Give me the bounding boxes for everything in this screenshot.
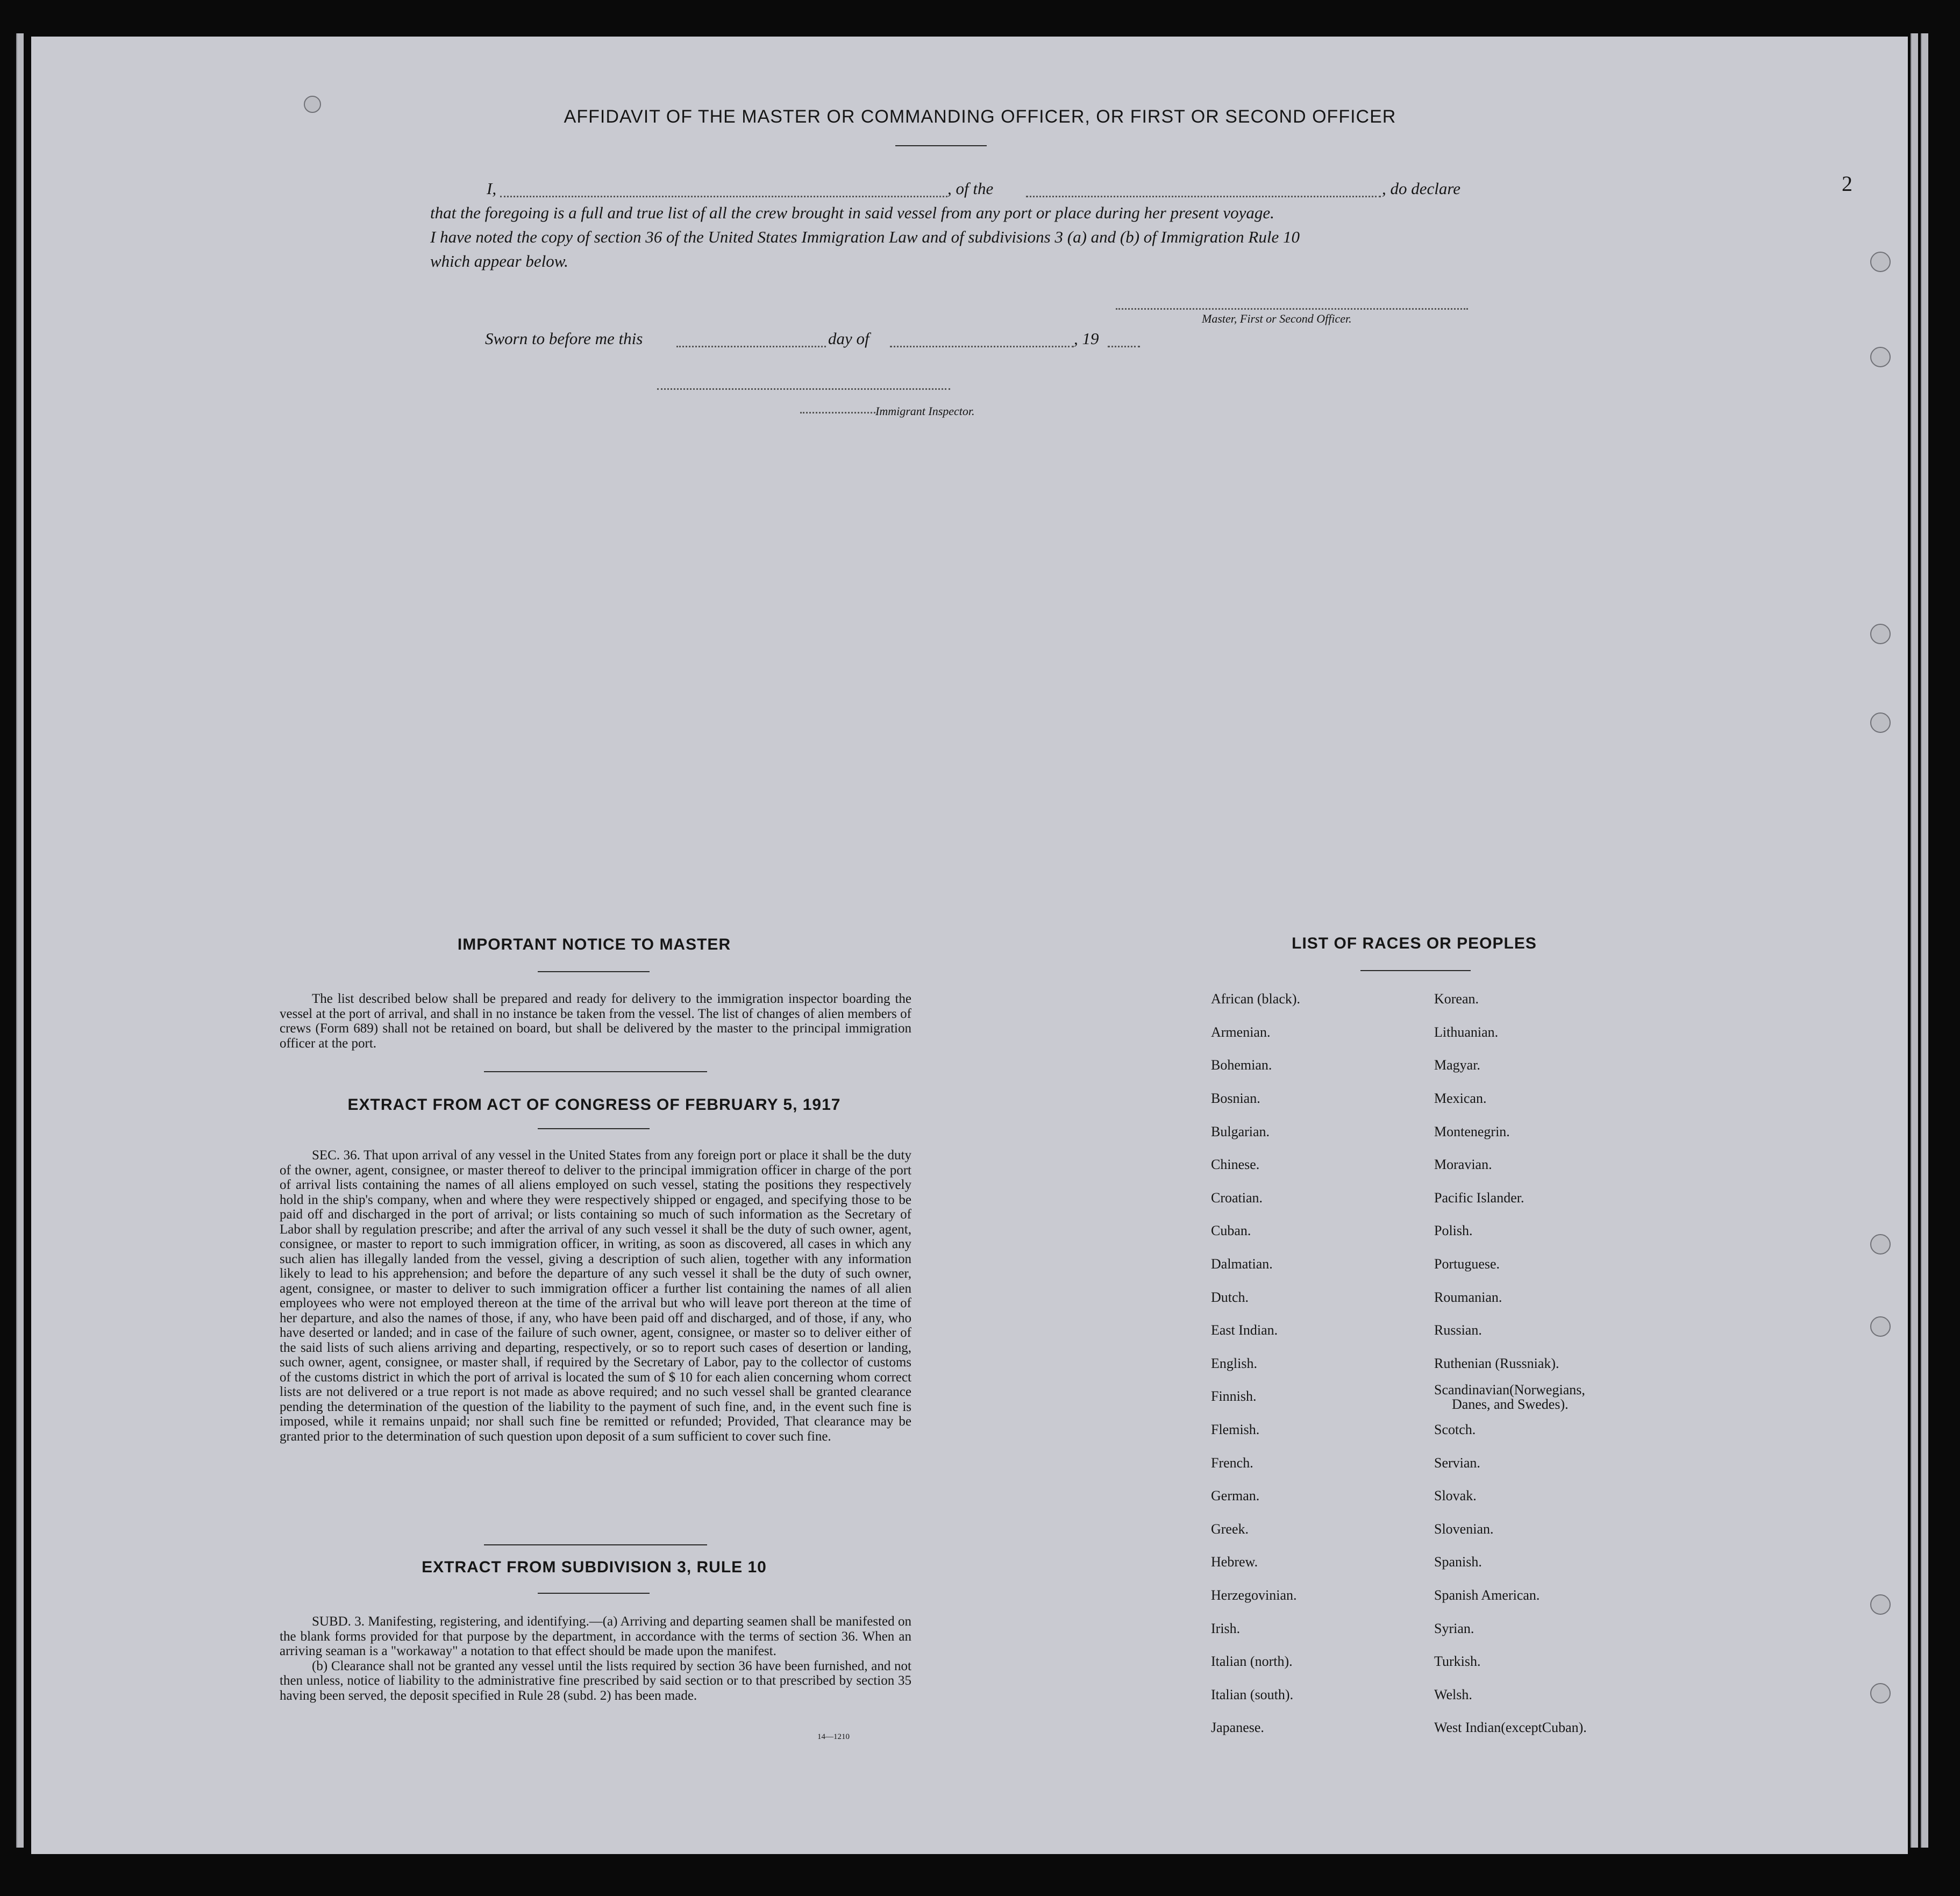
- binder-hole: [1870, 252, 1891, 272]
- notice-paragraph: The list described below shall be prepared and ready for delivery to the immigration inspector boarding the vessel at the port of arrival, and shall in no instance be taken from the vessel. The list of changes of alien members of crews (Form 689) shall not be retained on board, but shall be delivered by the master to the principal immigration officer at the port.: [280, 992, 911, 1051]
- race-col1-item: African (black).: [1211, 991, 1301, 1007]
- race-col2-item: Syrian.: [1434, 1621, 1474, 1636]
- rule-title-rule: [538, 1593, 650, 1594]
- race-col2-item: Scandinavian(Norwegians,: [1434, 1382, 1585, 1398]
- race-col1-item: German.: [1211, 1488, 1260, 1503]
- race-col1-item: Dalmatian.: [1211, 1256, 1273, 1272]
- inspector-prefix-line: [800, 412, 875, 414]
- race-col1-item: Bosnian.: [1211, 1090, 1260, 1106]
- race-col2-item: Korean.: [1434, 991, 1479, 1007]
- race-col2-item-continued: Danes, and Swedes).: [1452, 1396, 1569, 1412]
- act-text: [280, 1148, 911, 1444]
- sworn-label: Sworn to before me this: [485, 329, 643, 348]
- race-col1-item: Japanese.: [1211, 1720, 1264, 1735]
- race-col1-item: Flemish.: [1211, 1422, 1260, 1437]
- affidavit-line-2: that the foregoing is a full and true list of all the crew brought in said vessel from any port or place during her present voyage.: [430, 203, 1274, 222]
- binder-hole: [1870, 1316, 1891, 1337]
- race-col2-item: Russian.: [1434, 1322, 1482, 1338]
- race-col1-item: Chinese.: [1211, 1157, 1260, 1172]
- race-col1-item: Italian (south).: [1211, 1687, 1294, 1702]
- race-col2-item: Welsh.: [1434, 1687, 1472, 1702]
- affidavit-i-label: I,: [487, 179, 497, 198]
- rule-paragraph-b: (b) Clearance shall not be granted any vessel until the lists required by section 36 have been furnished, and not then unless, notice of liability to the administrative fine prescribed by said section or to that prescribed by section 35 having been served, the deposit specified in Rule 28 (subd. 2) has been made.: [280, 1658, 911, 1703]
- title-rule: [895, 145, 987, 146]
- notice-title-rule: [538, 971, 650, 972]
- page-edge-left: [16, 33, 24, 1848]
- rule-paragraph-a: SUBD. 3. Manifesting, registering, and identifying.—(a) Arriving and departing seamen shall be manifested on the blank forms provided for that purpose by the department, in accordance with the terms of section 36. When an arriving seaman is a "workaway" a notation to that effect should be made upon the manifest.: [280, 1614, 911, 1658]
- affidavit-declare-label: , do declare: [1382, 179, 1461, 198]
- race-col1-item: Irish.: [1211, 1621, 1241, 1636]
- master-signature-line: [1116, 308, 1468, 310]
- race-col1-item: Hebrew.: [1211, 1554, 1258, 1570]
- notice-title: IMPORTANT NOTICE TO MASTER: [457, 936, 731, 953]
- notice-divider: [484, 1071, 707, 1072]
- act-paragraph: SEC. 36. That upon arrival of any vessel in the United States from any foreign port or place it shall be the duty of the owner, agent, consignee, or master thereof to deliver to the principal immigration officer in charge of the port of arrival lists containing the names of all aliens employed on such vessel, stating the positions they respectively hold in the ship's company, when and where they were respectively shipped or engaged, and specifying those to be paid off and discharged in the port of arrival; or lists containing so much of such information as the Secretary of Labor shall by regulation prescribe; and after the arrival of any such vessel it shall be the duty of such owner, agent, consignee, or master to report to such immigration officer, in writing, as soon as discovered, all cases in which any such alien has illegally landed from the vessel, giving a description of such alien, together with any information likely to lead to his apprehension; and before the departure of any such vessel it shall be the duty of such owner, agent, consignee, or master to deliver to such immigration officer a further list containing the names of all alien employees who were not employed thereon at the time of the arrival but who will leave port thereon at the time of her departure, and also the names of those, if any, who have been paid off and discharged, and of those, if any, who have deserted or landed; and in case of the failure of such owner, agent, consignee, or master so to deliver either of the said lists of such aliens arriving and departing, respectively, or so to report such cases of desertion or landing, such owner, agent, consignee, or master shall, if required by the Secretary of Labor, pay to the collector of customs of the customs district in which the port of arrival is located the sum of $ 10 for each alien concerning whom correct lists are not delivered or a true report is not made as above required; and no such vessel shall be granted clearance pending the determination of the question of the liability to the payment of such fine, and, in the event such fine is imposed, while it remains unpaid; nor shall such fine be remitted or refunded; Provided, That clearance may be granted prior to the determination of such question upon deposit of a sum sufficient to cover such fine.: [280, 1148, 911, 1444]
- race-col2-item: Spanish.: [1434, 1554, 1482, 1570]
- race-col1-item: Armenian.: [1211, 1024, 1271, 1040]
- race-col1-item: Finnish.: [1211, 1388, 1257, 1404]
- race-col2-item: Ruthenian (Russniak).: [1434, 1356, 1559, 1371]
- race-col2-item: Mexican.: [1434, 1090, 1487, 1106]
- inspector-caption: Immigrant Inspector.: [875, 404, 975, 418]
- race-col2-item: Slovenian.: [1434, 1521, 1494, 1537]
- race-col2-item: Montenegrin.: [1434, 1124, 1510, 1139]
- notice-text: [280, 992, 911, 1051]
- race-col1-item: Herzegovinian.: [1211, 1587, 1297, 1603]
- race-col1-item: East Indian.: [1211, 1322, 1278, 1338]
- sworn-month-blank: [890, 346, 1074, 347]
- sworn-year-blank: [1108, 346, 1140, 347]
- race-col1-item: Dutch.: [1211, 1289, 1249, 1305]
- act-divider: [484, 1544, 707, 1545]
- race-col1-item: Cuban.: [1211, 1223, 1251, 1238]
- page-edge-right: [1911, 33, 1918, 1848]
- binder-hole: [1870, 1234, 1891, 1255]
- master-signature-caption: Master, First or Second Officer.: [1202, 312, 1352, 325]
- race-col2-item: Pacific Islander.: [1434, 1190, 1524, 1206]
- race-col1-item: Greek.: [1211, 1521, 1249, 1537]
- races-title-rule: [1360, 970, 1471, 971]
- act-title: EXTRACT FROM ACT OF CONGRESS OF FEBRUARY 5, 1917: [347, 1096, 841, 1114]
- name-blank: [500, 196, 947, 197]
- binder-hole: [1870, 712, 1891, 733]
- form-number: 14—1210: [817, 1733, 850, 1741]
- day-of-label: day of: [828, 329, 869, 348]
- race-col2-item: Lithuanian.: [1434, 1024, 1499, 1040]
- page-edge-right-2: [1921, 33, 1928, 1848]
- race-col1-item: English.: [1211, 1356, 1257, 1371]
- binder-hole: [1870, 1683, 1891, 1703]
- race-col2-item: Servian.: [1434, 1455, 1480, 1471]
- race-col1-item: Italian (north).: [1211, 1653, 1293, 1669]
- race-col2-item: Scotch.: [1434, 1422, 1476, 1437]
- act-title-rule: [538, 1128, 650, 1129]
- rule-text: [280, 1614, 911, 1703]
- sworn-day-blank: [676, 346, 826, 347]
- race-col2-item: Portuguese.: [1434, 1256, 1500, 1272]
- year-label: , 19: [1074, 329, 1099, 348]
- race-col2-item: Spanish American.: [1434, 1587, 1540, 1603]
- race-col1-item: Bulgarian.: [1211, 1124, 1270, 1139]
- binder-hole: [1870, 624, 1891, 644]
- affidavit-line-3: I have noted the copy of section 36 of the United States Immigration Law and of subdivisions 3 (a) and (b) of Immigration Rule 10: [430, 227, 1300, 246]
- vessel-blank: [1026, 196, 1381, 197]
- affidavit-line-4: which appear below.: [430, 252, 568, 270]
- races-title: LIST OF RACES OR PEOPLES: [1292, 935, 1537, 952]
- race-col2-item: Polish.: [1434, 1223, 1473, 1238]
- race-col1-item: Bohemian.: [1211, 1057, 1272, 1073]
- rule-title: EXTRACT FROM SUBDIVISION 3, RULE 10: [422, 1558, 767, 1576]
- race-col2-item: West Indian(exceptCuban).: [1434, 1720, 1587, 1735]
- race-col2-item: Magyar.: [1434, 1057, 1480, 1073]
- race-col2-item: Slovak.: [1434, 1488, 1477, 1503]
- binder-hole: [1870, 347, 1891, 367]
- page-number-mark: 2: [1842, 172, 1852, 196]
- race-col2-item: Moravian.: [1434, 1157, 1492, 1172]
- affidavit-of-label: , of the: [947, 179, 994, 198]
- inspector-signature-line: [657, 388, 950, 390]
- race-col2-item: Turkish.: [1434, 1653, 1481, 1669]
- race-col1-item: Croatian.: [1211, 1190, 1263, 1206]
- binder-hole: [1870, 1594, 1891, 1615]
- race-col2-item: Roumanian.: [1434, 1289, 1502, 1305]
- race-col1-item: French.: [1211, 1455, 1253, 1471]
- affidavit-title: AFFIDAVIT OF THE MASTER OR COMMANDING OFFICER, OR FIRST OR SECOND OFFICER: [564, 106, 1396, 127]
